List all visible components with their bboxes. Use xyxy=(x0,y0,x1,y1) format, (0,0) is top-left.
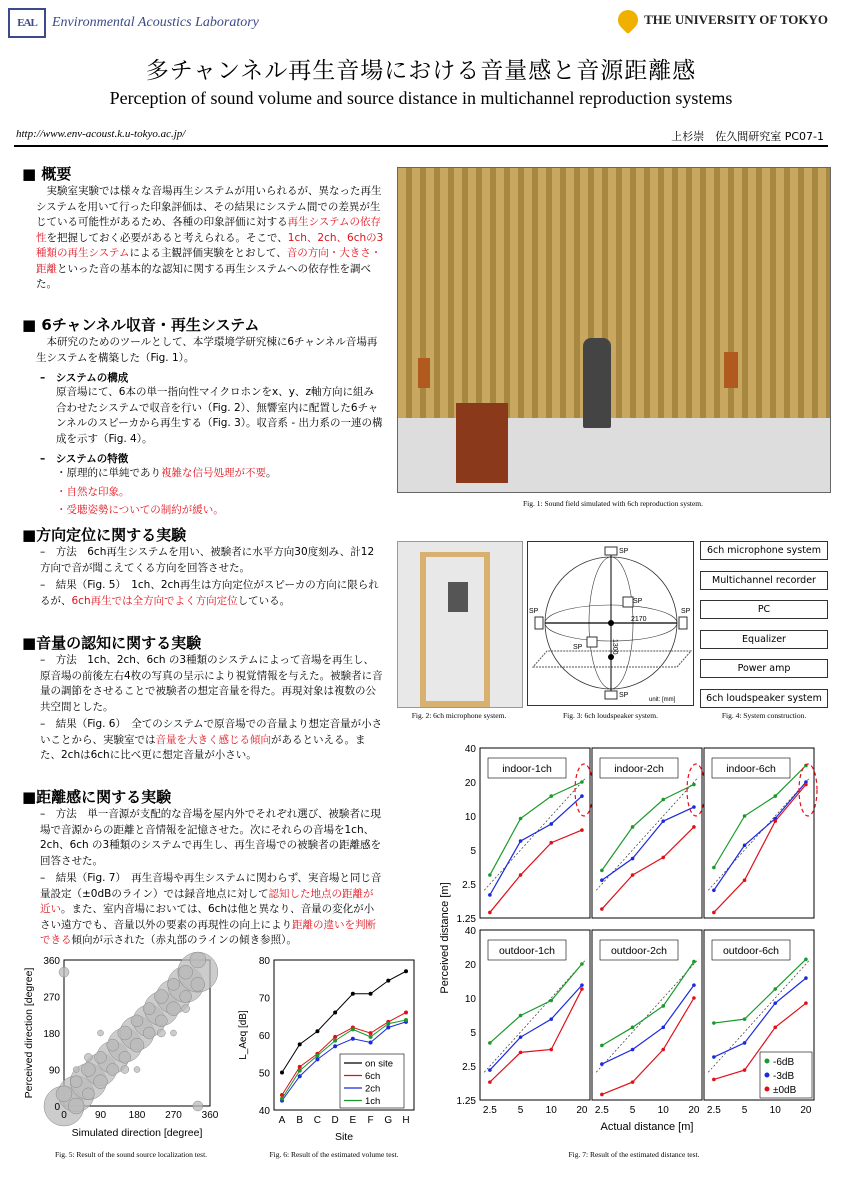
university-logo xyxy=(618,10,828,30)
data-bubble xyxy=(143,1003,155,1015)
data-point xyxy=(692,825,696,829)
data-point xyxy=(549,999,553,1003)
legend-swatch xyxy=(765,1059,770,1064)
data-point xyxy=(743,1068,747,1072)
x-axis-label: Actual distance [m] xyxy=(600,1121,694,1133)
y-tick-label: 40 xyxy=(258,1106,270,1117)
data-bubble xyxy=(190,952,206,968)
x-tick-label: 20 xyxy=(800,1105,812,1116)
data-point xyxy=(743,878,747,882)
loudspeaker-diagram xyxy=(527,541,694,706)
data-point xyxy=(600,907,604,911)
data-point xyxy=(773,987,777,991)
data-point xyxy=(692,960,696,964)
x-tick-label: 2.5 xyxy=(594,1105,609,1116)
data-point xyxy=(488,1068,492,1072)
legend-label: -3dB xyxy=(773,1071,795,1082)
data-bubble xyxy=(180,991,192,1003)
data-point xyxy=(333,1039,337,1043)
data-point xyxy=(712,888,716,892)
fig3-caption: Fig. 3: 6ch loudspeaker system. xyxy=(563,711,658,720)
x-tick-label: E xyxy=(349,1115,357,1126)
data-point xyxy=(519,1051,523,1055)
sp-label: SP xyxy=(633,598,643,605)
data-point xyxy=(580,794,584,798)
data-bubble xyxy=(107,1064,119,1076)
data-point xyxy=(369,1031,373,1035)
data-point xyxy=(549,1017,553,1021)
section-overview xyxy=(22,163,384,293)
legend-swatch xyxy=(765,1087,770,1092)
y-tick-label: 20 xyxy=(464,778,476,789)
data-point xyxy=(661,1026,665,1030)
data-point xyxy=(549,841,553,845)
sp-label: SP xyxy=(529,608,539,615)
microphone-cluster xyxy=(448,582,468,612)
university-name: THE UNIVERSITY OF TOKYO xyxy=(644,12,828,27)
y-tick-label: 70 xyxy=(258,993,270,1005)
system-intro: 本研究のためのツールとして、本学環境学研究棟に6チャンネル音場再生システムを構築した（Fig. 1）。 xyxy=(36,336,378,364)
data-point xyxy=(369,1041,373,1045)
subheading-features: – システムの特徴 xyxy=(40,453,129,465)
x-tick-label: 90 xyxy=(94,1110,107,1121)
data-point xyxy=(315,1054,319,1058)
data-bubble xyxy=(98,1030,104,1036)
data-point xyxy=(661,1048,665,1052)
y-tick-label: 0 xyxy=(54,1102,60,1113)
y-tick-label: 1.25 xyxy=(456,1096,476,1107)
system-block: 6ch loudspeaker system xyxy=(700,689,828,708)
data-bubble xyxy=(59,967,69,977)
section-heading: ■ 6チャンネル収音・再生システム xyxy=(22,316,260,334)
data-point xyxy=(631,857,635,861)
data-bubble xyxy=(191,977,205,991)
data-point xyxy=(661,798,665,802)
data-point xyxy=(549,794,553,798)
sp-label: SP xyxy=(573,644,583,651)
fig2-caption: Fig. 2: 6ch microphone system. xyxy=(411,711,507,720)
data-point xyxy=(369,992,373,996)
system-block: PC xyxy=(700,600,828,619)
y-tick-label: 5 xyxy=(470,1028,476,1039)
ginkgo-icon xyxy=(614,6,642,34)
data-point xyxy=(712,1055,716,1059)
data-point xyxy=(488,1080,492,1084)
x-tick-label: A xyxy=(278,1115,286,1126)
y-tick-label: 20 xyxy=(464,960,476,971)
section-volume xyxy=(22,632,384,764)
data-point xyxy=(712,866,716,870)
data-point xyxy=(351,992,355,996)
data-point xyxy=(600,869,604,873)
anechoic-room-photo xyxy=(397,167,831,493)
data-point xyxy=(298,1065,302,1069)
x-tick-label: 0 xyxy=(61,1110,67,1121)
x-tick-label: 10 xyxy=(657,1105,669,1116)
title-japanese: 多チャンネル再生音場における音量感と音源距離感 xyxy=(145,58,697,84)
section-heading: ■方向定位に関する実験 xyxy=(22,526,187,544)
fig6-caption: Fig. 6: Result of the estimated volume test. xyxy=(269,1150,399,1159)
data-point xyxy=(804,783,808,787)
fig1-caption: Fig. 1: Sound field simulated with 6ch reproduction system. xyxy=(523,499,703,508)
data-point xyxy=(315,1057,319,1061)
lab-name: Environmental Acoustics Laboratory xyxy=(52,15,259,30)
data-point xyxy=(743,1041,747,1045)
data-point xyxy=(661,1004,665,1008)
legend-swatch xyxy=(765,1073,770,1078)
result-text: – 結果（Fig. 6） 全てのシステムで原音場での音量より想定音量が小さいことから、実験室では音量を大きく感じる傾向があるといえる。また、2chは6chに比べ更に想定音量が小さい。 xyxy=(40,718,383,761)
data-bubble xyxy=(131,1015,143,1027)
data-point xyxy=(580,828,584,832)
fig5-chart xyxy=(22,950,222,1145)
data-bubble xyxy=(154,990,168,1004)
y-tick-label: 10 xyxy=(464,994,476,1005)
sp-label: SP xyxy=(619,548,629,555)
legend-label: -6dB xyxy=(773,1057,795,1068)
method-text: – 方法 単一音源が支配的な音場を屋内外でそれぞれ選び、被験者に現場で音源からの距離と音情報を記憶させた。次にそれらの音場を1ch、2ch、6ch の3種類のシステムで再生し、再生音場での被験者の距離感を回答させた。 xyxy=(40,808,382,867)
data-bubble xyxy=(143,1027,155,1039)
data-point xyxy=(519,1014,523,1018)
data-point xyxy=(631,1026,635,1030)
data-bubble xyxy=(95,1051,107,1063)
data-point xyxy=(600,1044,604,1048)
construction-text: 原音場にて、6本の単一指向性マイクロホンをx、y、z軸方向に組み合わせたシステムで収音を行い（Fig. 2）、無響室内に配置した6チャンネルのスピーカから再生する（Fig. 3）。収音系 - 出力系の一連の構成を示す（Fig. 4）。 xyxy=(56,386,383,445)
system-block: Multichannel recorder xyxy=(700,571,828,590)
legend-label: on site xyxy=(365,1058,393,1070)
data-point xyxy=(773,1026,777,1030)
speaker-cabinet xyxy=(456,403,508,483)
data-bubble xyxy=(167,1002,181,1016)
wooden-frame xyxy=(420,552,490,707)
lab-header xyxy=(8,6,259,40)
y-tick-label: 1.25 xyxy=(456,914,476,925)
data-point xyxy=(280,1071,284,1075)
data-point xyxy=(369,1035,373,1039)
data-point xyxy=(488,893,492,897)
x-tick-label: F xyxy=(367,1115,374,1126)
x-tick-label: 5 xyxy=(629,1105,636,1116)
speaker-small xyxy=(724,352,738,388)
data-point xyxy=(712,911,716,915)
data-bubble xyxy=(168,978,180,990)
data-bubble xyxy=(56,1086,72,1102)
data-bubble xyxy=(73,1067,79,1073)
data-point xyxy=(692,783,696,787)
data-bubble xyxy=(70,1076,82,1088)
data-point xyxy=(661,819,665,823)
x-axis-label: Simulated direction [degree] xyxy=(71,1127,203,1139)
fig4-caption: Fig. 4: System construction. xyxy=(721,711,807,720)
x-axis-label: Site xyxy=(334,1131,354,1143)
data-point xyxy=(404,969,408,973)
y-tick-label: 90 xyxy=(48,1065,60,1077)
data-bubble xyxy=(84,1053,92,1061)
section-localization xyxy=(22,524,384,609)
overview-text: 実験室実験では様々な音場再生システムが用いられるが、異なった再生システムを用いて行った印象評価は、その結果にシステム間での差異が生じている可能性があるため、各種の印象評価に対する再生システムの依存性を把握しておく必要があると考えられる。そこで、1ch、2ch、6chの3種類の再生システムによる主観評価実験をとおして、音の方向・大きさ・距離といった音の基本的な認知に関する再生システムへの依存性を調べた。 xyxy=(36,185,384,290)
x-tick-label: 20 xyxy=(576,1105,588,1116)
data-point xyxy=(600,1093,604,1097)
panel-title: indoor-1ch xyxy=(502,763,552,775)
feature-item: ・受聴姿勢についての制約が緩い。 xyxy=(56,504,224,516)
data-point xyxy=(298,1074,302,1078)
legend-label: 2ch xyxy=(365,1083,381,1095)
data-bubble xyxy=(179,965,193,979)
result-text: – 結果（Fig. 7） 再生音場や再生システムに関わらず、実音場と同じ音量設定（±0dBのライン）では録音地点に対して認知した地点の距離が近い。また、室内音場においては、6chは他と異なり、音量の変化が小さい遠方でも、音量以外の要素の再現性の向上により距離の違いを判断できる傾向が示された（赤丸部のラインの傾き参照）。 xyxy=(40,872,382,946)
data-point xyxy=(743,814,747,818)
data-bubble xyxy=(107,1039,119,1051)
section-heading: ■距離感に関する実験 xyxy=(22,788,172,806)
data-point xyxy=(298,1042,302,1046)
speaker-small xyxy=(418,358,430,388)
data-bubble xyxy=(171,1030,177,1036)
method-text: – 方法 1ch、2ch、6ch の3種類のシステムによって音場を再生し、原音場の前後左右4枚の写真の呈示により視覚情報を与えた。被験者に音量の調節をさせることで被験者の想定音量を得た。再現対象は複数の公共空間とした。 xyxy=(40,654,383,713)
data-point xyxy=(600,1062,604,1066)
data-point xyxy=(712,1078,716,1082)
fig6-chart xyxy=(234,950,420,1145)
data-point xyxy=(298,1069,302,1073)
data-bubble xyxy=(155,1015,167,1027)
y-tick-label: 10 xyxy=(464,812,476,823)
feature-item: ・自然な印象。 xyxy=(56,485,130,498)
data-point xyxy=(743,844,747,848)
x-tick-label: C xyxy=(313,1115,322,1126)
data-point xyxy=(351,1027,355,1031)
data-point xyxy=(804,976,808,980)
x-tick-label: G xyxy=(384,1115,393,1126)
data-point xyxy=(580,780,584,784)
data-point xyxy=(549,822,553,826)
result-text: – 結果（Fig. 5） 1ch、2ch再生は方向定位がスピーカの方向に限られるが、6ch再生では全方向でよく方向定位している。 xyxy=(40,579,379,607)
x-tick-label: H xyxy=(402,1115,410,1126)
data-point xyxy=(631,1048,635,1052)
sp-label: SP xyxy=(681,608,691,615)
data-point xyxy=(773,819,777,823)
system-block: Equalizer xyxy=(700,630,828,649)
sp-label: SP xyxy=(619,692,629,699)
data-point xyxy=(519,1035,523,1039)
x-tick-label: 20 xyxy=(688,1105,700,1116)
subheading-construction: – システムの構成 xyxy=(40,372,129,384)
x-tick-label: B xyxy=(296,1115,304,1126)
data-point xyxy=(519,839,523,843)
y-tick-label: 50 xyxy=(258,1068,270,1080)
x-tick-label: 10 xyxy=(545,1105,557,1116)
author: 上杉崇 佐久間研究室 PC07-1 xyxy=(671,130,824,143)
x-tick-label: 270 xyxy=(165,1110,182,1121)
data-point xyxy=(333,1011,337,1015)
y-tick-label: 2.5 xyxy=(462,880,476,891)
unit-label: unit: [mm] xyxy=(649,697,676,703)
data-bubble xyxy=(130,1038,144,1052)
panel-title: outdoor-1ch xyxy=(498,945,556,957)
data-point xyxy=(333,1035,337,1039)
section-distance xyxy=(22,786,384,949)
data-point xyxy=(404,1018,408,1022)
x-tick-label: 2.5 xyxy=(706,1105,721,1116)
dimension-label: 1300 xyxy=(611,639,618,655)
feature-item: ・原理的に単純であり複雑な信号処理が不要。 xyxy=(56,467,277,479)
x-tick-label: 5 xyxy=(741,1105,748,1116)
x-tick-label: 2.5 xyxy=(482,1105,497,1116)
section-heading: ■音量の認知に関する実験 xyxy=(22,634,202,652)
data-point xyxy=(773,794,777,798)
lab-url[interactable]: http://www.env-acoust.k.u-tokyo.ac.jp/ xyxy=(16,128,186,140)
data-point xyxy=(692,983,696,987)
system-block: Power amp xyxy=(700,659,828,678)
data-point xyxy=(519,873,523,877)
y-tick-label: 270 xyxy=(43,992,60,1004)
y-axis-label: L_Aeq [dB] xyxy=(238,1010,249,1060)
panel-title: indoor-6ch xyxy=(726,763,776,775)
data-point xyxy=(631,1080,635,1084)
y-tick-label: 2.5 xyxy=(462,1062,476,1073)
system-block: 6ch microphone system xyxy=(700,541,828,560)
data-point xyxy=(351,1037,355,1041)
panel-title: indoor-2ch xyxy=(614,763,664,775)
header-divider xyxy=(14,145,828,147)
data-bubble xyxy=(82,1088,94,1100)
dimension-label: 2170 xyxy=(631,616,647,623)
data-point xyxy=(333,1044,337,1048)
x-tick-label: 5 xyxy=(517,1105,524,1116)
data-bubble xyxy=(68,1098,84,1114)
fig5-caption: Fig. 5: Result of the sound source localization test. xyxy=(54,1150,208,1159)
y-tick-label: 40 xyxy=(464,926,476,937)
data-point xyxy=(404,1011,408,1015)
y-tick-label: 40 xyxy=(464,744,476,755)
legend-label: ±0dB xyxy=(773,1085,797,1096)
method-text: – 方法 6ch再生システムを用い、被験者に水平方向30度刻み、計12方向で音が聞こえてくる方向を回答させた。 xyxy=(40,546,375,574)
y-tick-label: 80 xyxy=(258,956,270,967)
data-point xyxy=(580,987,584,991)
data-point xyxy=(631,825,635,829)
data-point xyxy=(692,805,696,809)
data-point xyxy=(386,1022,390,1026)
data-point xyxy=(386,1026,390,1030)
fig7-caption: Fig. 7: Result of the estimated distance test. xyxy=(568,1150,700,1159)
listener-figure xyxy=(583,338,611,428)
data-point xyxy=(661,856,665,860)
legend-label: 1ch xyxy=(365,1096,381,1107)
data-bubble xyxy=(121,1066,129,1074)
title-english: Perception of sound volume and source distance in multichannel reproduction systems xyxy=(109,88,733,108)
data-bubble xyxy=(118,1026,132,1040)
microphone-system-photo xyxy=(397,541,523,708)
y-tick-label: 180 xyxy=(43,1029,60,1040)
y-tick-label: 5 xyxy=(470,846,476,857)
x-tick-label: 360 xyxy=(201,1110,219,1121)
lab-logo: EAL xyxy=(8,8,46,38)
data-point xyxy=(600,878,604,882)
data-bubble xyxy=(119,1051,131,1063)
data-point xyxy=(580,983,584,987)
x-tick-label: D xyxy=(331,1115,339,1126)
data-point xyxy=(549,1048,553,1052)
data-point xyxy=(804,958,808,962)
data-bubble xyxy=(157,1029,165,1037)
y-axis-label: Perceived direction [degree] xyxy=(23,967,35,1099)
data-point xyxy=(488,873,492,877)
section-heading: ■ 概要 xyxy=(22,165,72,183)
data-point xyxy=(804,1001,808,1005)
data-point xyxy=(488,1041,492,1045)
data-point xyxy=(386,979,390,983)
y-axis-label: Perceived distance [m] xyxy=(439,882,451,994)
fig7-chart xyxy=(438,738,830,1140)
data-bubble xyxy=(81,1063,95,1077)
data-point xyxy=(280,1097,284,1101)
y-tick-label: 60 xyxy=(258,1031,270,1042)
legend-label: 6ch xyxy=(365,1071,381,1082)
data-point xyxy=(743,1017,747,1021)
data-point xyxy=(519,817,523,821)
data-point xyxy=(631,873,635,877)
x-tick-label: 180 xyxy=(128,1110,146,1121)
data-point xyxy=(773,1001,777,1005)
y-tick-label: 360 xyxy=(43,956,60,967)
section-6ch-system xyxy=(22,314,384,519)
data-bubble xyxy=(182,1005,190,1013)
data-point xyxy=(488,911,492,915)
panel-title: outdoor-6ch xyxy=(722,945,780,957)
data-point xyxy=(315,1029,319,1033)
data-point xyxy=(712,1021,716,1025)
data-bubble xyxy=(94,1075,108,1089)
x-tick-label: 10 xyxy=(769,1105,781,1116)
data-point xyxy=(692,996,696,1000)
data-bubble xyxy=(134,1067,140,1073)
data-point xyxy=(580,962,584,966)
panel-title: outdoor-2ch xyxy=(610,945,668,957)
